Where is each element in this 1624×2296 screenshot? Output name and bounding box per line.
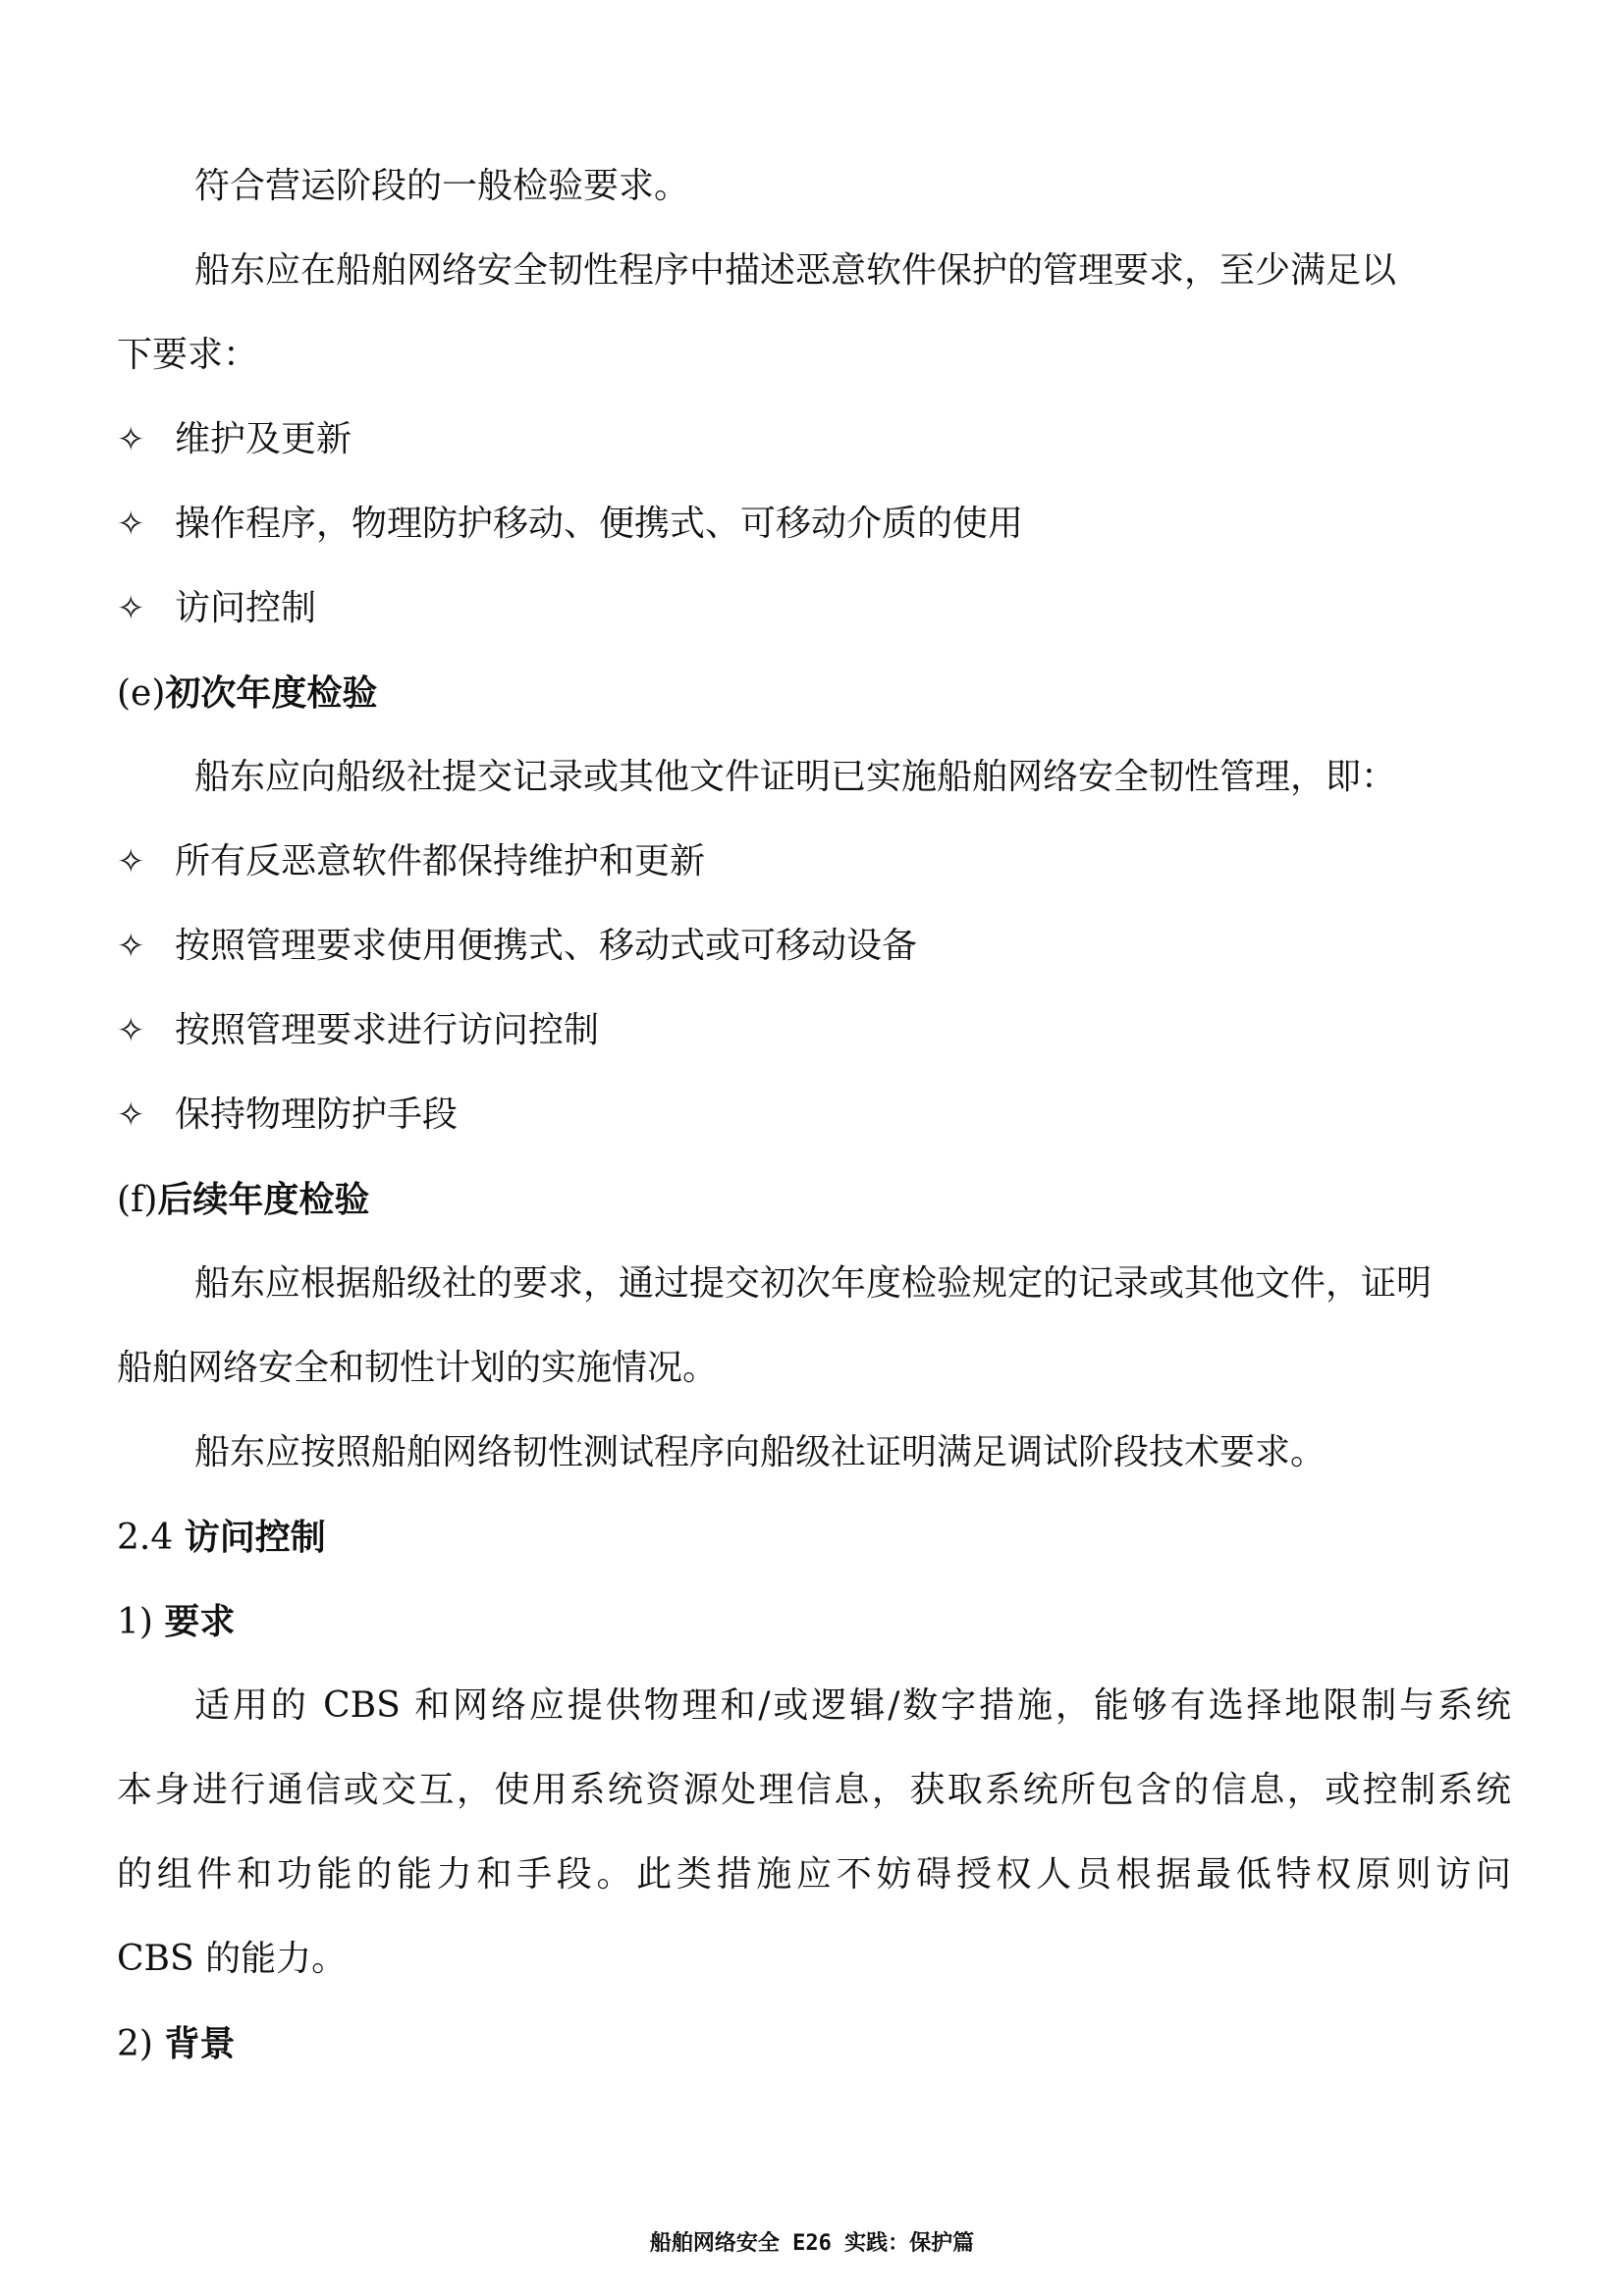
paragraph-subsequent-line2: 船舶网络安全和韧性计划的实施情况。 (117, 1348, 719, 1388)
heading-prefix: (e) (117, 673, 166, 714)
paragraph-line: CBS 的能力。 (117, 1939, 348, 1979)
subheading-title: 背景 (164, 2023, 236, 2064)
list-item-text: 保持物理防护手段 (175, 1095, 459, 1135)
paragraph-line: 适用的 CBS 和网络应提供物理和/或逻辑/数字措施，能够有选择地限制与系统 (194, 1685, 1511, 1726)
list-item-text: 按照管理要求进行访问控制 (175, 1010, 600, 1050)
list-item-text: 所有反恶意软件都保持维护和更新 (175, 841, 706, 881)
paragraph-testing: 船东应按照船舶网络韧性测试程序向船级社证明满足调试阶段技术要求。 (194, 1432, 1326, 1472)
paragraph-malware-line1: 船东应在船舶网络安全韧性程序中描述恶意软件保护的管理要求，至少满足以 (194, 250, 1397, 291)
heading-text: 后续年度检验 (157, 1179, 370, 1220)
star-bullet-icon: ✧ (117, 420, 145, 459)
subheading-number: 2) (117, 2024, 153, 2064)
heading-prefix: (f) (117, 1180, 158, 1220)
paragraph-submit-records: 船东应向船级社提交记录或其他文件证明已实施船舶网络安全韧性管理，即： (194, 757, 1397, 797)
star-bullet-icon: ✧ (117, 1095, 145, 1135)
star-bullet-icon: ✧ (117, 505, 145, 544)
heading-initial-annual-survey (117, 669, 377, 718)
star-bullet-icon: ✧ (117, 1011, 145, 1050)
star-bullet-icon: ✧ (117, 589, 145, 628)
section-number: 2.4 (117, 1518, 174, 1558)
star-bullet-icon: ✧ (117, 927, 145, 966)
section-heading-access-control (117, 1514, 326, 1562)
subheading-number: 1) (117, 1602, 153, 1642)
list-item-text: 按照管理要求使用便携式、移动式或可移动设备 (175, 926, 918, 966)
paragraph-access-requirements (117, 1682, 1511, 2020)
paragraph-line: 的组件和功能的能力和手段。此类措施应不妨碍授权人员根据最低特权原则访问 (117, 1854, 1511, 1895)
list-item-text: 操作程序，物理防护移动、便携式、可移动介质的使用 (175, 504, 1024, 544)
star-bullet-icon: ✧ (117, 842, 145, 881)
paragraph-intro: 符合营运阶段的一般检验要求。 (194, 166, 690, 206)
page-footer: 船舶网络安全 E26 实践：保护篇 (649, 2231, 975, 2256)
list-item-text: 访问控制 (175, 588, 317, 628)
subheading-background (117, 2020, 235, 2068)
subheading-title: 要求 (164, 1601, 236, 1642)
section-title: 访问控制 (184, 1517, 326, 1558)
paragraph-subsequent-line1: 船东应根据船级社的要求，通过提交初次年度检验规定的记录或其他文件，证明 (194, 1263, 1433, 1304)
paragraph-malware-line2: 下要求： (117, 335, 259, 375)
subheading-requirements (117, 1598, 235, 1646)
heading-subsequent-annual-survey (117, 1176, 369, 1224)
list-item-text: 维护及更新 (175, 419, 352, 459)
paragraph-line: 本身进行通信或交互，使用系统资源处理信息，获取系统所包含的信息，或控制系统 (117, 1770, 1511, 1810)
heading-text: 初次年度检验 (165, 672, 378, 714)
